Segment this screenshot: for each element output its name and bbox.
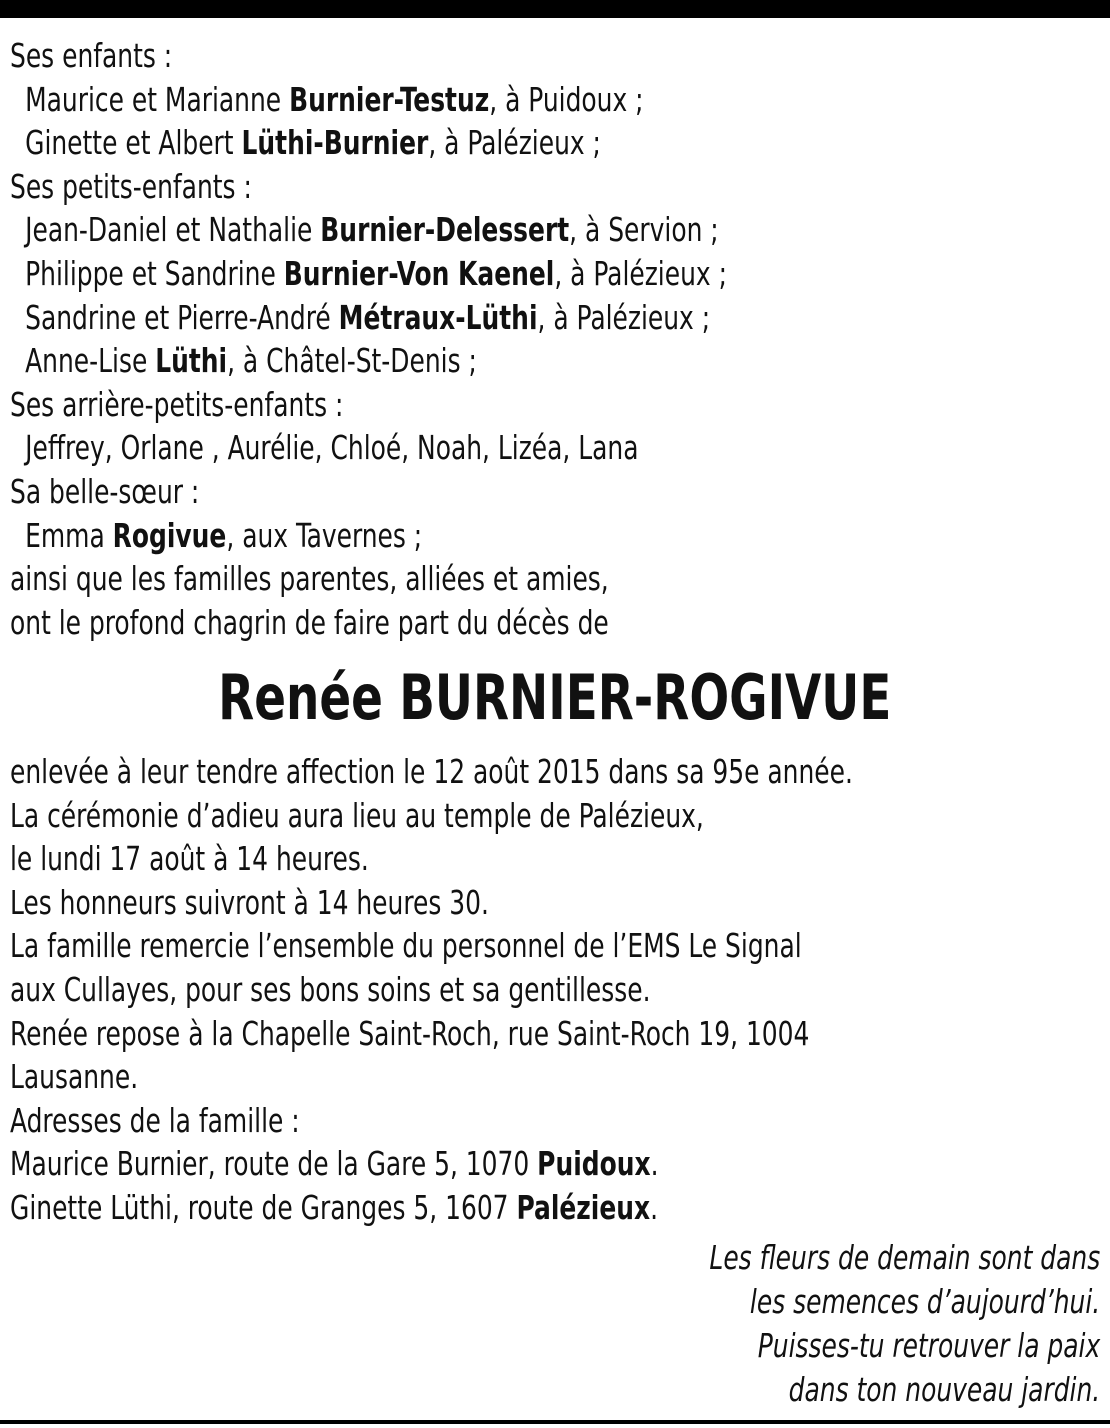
- address-text: Maurice Burnier, route de la Gare 5, 1070: [10, 1144, 538, 1184]
- given-names: Ginette et Albert: [25, 123, 242, 163]
- address-town: Puidoux: [537, 1144, 651, 1184]
- detail-line: La famille remercie l’ensemble du personnel de l’EMS Le Signal: [10, 926, 802, 966]
- detail-line: La cérémonie d’adieu aura lieu au temple de Palézieux,: [10, 795, 704, 835]
- given-names: Anne-Lise: [25, 341, 156, 381]
- quote-line: Puisses-tu retrouver la paix: [757, 1326, 1100, 1365]
- surname: Métraux-Lüthi: [338, 297, 538, 337]
- detail-line: Les honneurs suivront à 14 heures 30.: [10, 882, 489, 922]
- address-text: Ginette Lüthi, route de Granges 5, 1607: [10, 1187, 517, 1227]
- surname: Burnier-Testuz: [289, 79, 490, 119]
- given-names: Philippe et Sandrine: [25, 253, 284, 293]
- quote-line: dans ton nouveau jardin.: [788, 1370, 1100, 1409]
- given-names: Maurice et Marianne: [25, 79, 290, 119]
- detail-line: enlevée à leur tendre affection le 12 août 2015 dans sa 95e année.: [10, 752, 853, 791]
- closing-quote: [635, 1236, 1100, 1412]
- closing-line: ont le profond chagrin de faire part du décès de: [10, 602, 609, 642]
- family-list: [10, 34, 864, 644]
- grandchild-entry: [10, 252, 727, 296]
- bottom-rule: [0, 1420, 1110, 1424]
- place: , à Palézieux ;: [428, 123, 601, 163]
- top-rule: [0, 0, 1110, 18]
- address-end: .: [650, 1187, 659, 1227]
- sister-in-law-heading: Sa belle-sœur :: [10, 471, 200, 511]
- children-heading: Ses enfants :: [10, 36, 173, 75]
- place: , à Servion ;: [569, 210, 719, 250]
- child-entry: [10, 121, 727, 165]
- family-address: [10, 1186, 853, 1230]
- great-grandchildren-names: Jeffrey, Orlane , Aurélie, Chloé, Noah, Lizéa, Lana: [25, 428, 639, 468]
- detail-line: le lundi 17 août à 14 heures.: [10, 839, 369, 879]
- quote-line: Les fleurs de demain sont dans: [709, 1238, 1100, 1277]
- place: , à Châtel-St-Denis ;: [227, 341, 477, 381]
- grandchild-entry: [10, 208, 727, 252]
- surname: Lüthi-Burnier: [241, 123, 429, 163]
- detail-line: aux Cullayes, pour ses bons soins et sa gentillesse.: [10, 969, 651, 1009]
- addresses-heading: Adresses de la famille :: [10, 1100, 300, 1140]
- family-address: [10, 1142, 853, 1186]
- given-names: Emma: [25, 515, 113, 555]
- place: , à Palézieux ;: [537, 297, 711, 337]
- surname: Lüthi: [155, 341, 228, 381]
- detail-line: Renée repose à la Chapelle Saint-Roch, rue Saint-Roch 19, 1004: [10, 1013, 810, 1053]
- place: , aux Tavernes ;: [226, 515, 423, 555]
- given-names: Jean-Daniel et Nathalie: [25, 210, 321, 250]
- closing-line: ainsi que les familles parentes, alliées et amies,: [10, 559, 609, 599]
- place: , à Palézieux ;: [554, 253, 727, 293]
- deceased-name-text: Renée BURNIER-ROGIVUE: [218, 661, 892, 734]
- place: , à Puidoux ;: [489, 79, 644, 119]
- ceremony-details: [10, 750, 1013, 1230]
- surname: Burnier-Delessert: [320, 210, 570, 250]
- sister-in-law-entry: [10, 514, 727, 558]
- deceased-name: [0, 658, 1110, 738]
- given-names: Sandrine et Pierre-André: [25, 297, 339, 337]
- grandchild-entry: [10, 339, 727, 383]
- surname: Rogivue: [112, 515, 227, 555]
- grandchild-entry: [10, 296, 727, 340]
- great-grandchildren-heading: Ses arrière-petits-enfants :: [10, 384, 344, 424]
- child-entry: [10, 78, 727, 122]
- detail-line: Lausanne.: [10, 1057, 139, 1097]
- address-end: .: [650, 1144, 659, 1184]
- address-town: Palézieux: [516, 1187, 651, 1227]
- quote-line: les semences d’aujourd’hui.: [749, 1282, 1100, 1321]
- surname: Burnier-Von Kaenel: [283, 253, 555, 293]
- grandchildren-heading: Ses petits-enfants :: [10, 166, 252, 206]
